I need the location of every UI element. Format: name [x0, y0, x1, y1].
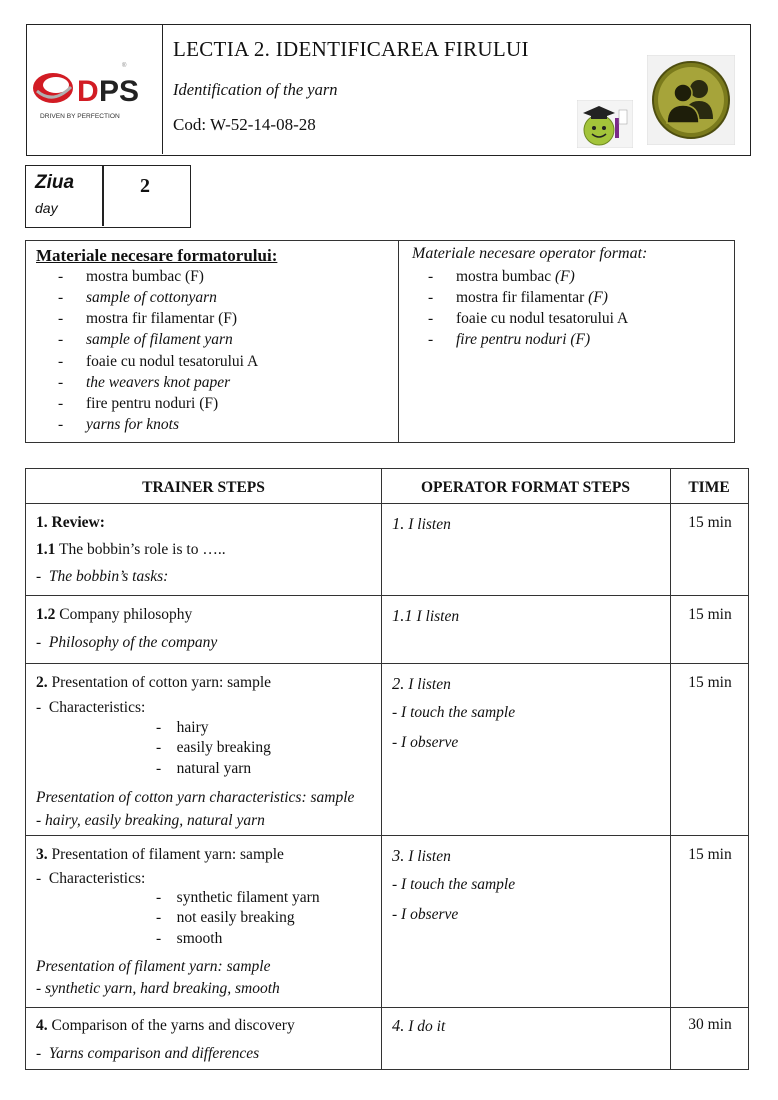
- trainer-materials-title: Materiale necesare formatorului:: [36, 246, 278, 265]
- row-divider: [26, 1007, 748, 1008]
- header-time: TIME: [688, 479, 730, 496]
- step-english-note: - hairy, easily breaking, natural yarn: [36, 812, 265, 829]
- operator-materials-list: - mostra bumbac (F) - mostra fir filamentar (F) - foaie cu nodul tesatorului A - fire pentru noduri (F): [428, 268, 629, 348]
- operator-step: - I observe: [392, 734, 459, 751]
- operator-step: - I touch the sample: [392, 876, 516, 893]
- step-time: 30 min: [688, 1016, 732, 1033]
- day-divider: [102, 166, 104, 226]
- characteristic-item: - hairy: [156, 719, 209, 736]
- step-line: 4. Comparison of the yarns and discovery: [36, 1017, 295, 1034]
- operator-step: - I touch the sample: [392, 704, 516, 721]
- day-value: 2: [140, 175, 150, 197]
- operator-step: 1.1 I listen: [392, 606, 460, 625]
- step-english-note: Presentation of cotton yarn characteristics: sample: [36, 789, 355, 806]
- operator-step: 2. I listen: [392, 674, 451, 693]
- materials-divider: [398, 241, 399, 442]
- lesson-header: [26, 24, 751, 156]
- operator-step: 1. I listen: [392, 514, 451, 533]
- step-time: 15 min: [688, 606, 732, 623]
- users-group-icon: [647, 55, 735, 145]
- step-line: 3. Presentation of filament yarn: sample: [36, 846, 284, 863]
- trainer-materials-list: - mostra bumbac (F) - sample of cottonyarn - mostra fir filamentar (F) - sample of filament yarn - foaie cu nodul tesatorului A - the weavers knot paper - fire pentru noduri (F) - yarns for knots: [58, 268, 259, 433]
- characteristic-item: - smooth: [156, 930, 223, 947]
- logo-tagline: DRIVEN BY PERFECTION: [40, 113, 120, 120]
- svg-text:®: ®: [122, 63, 127, 69]
- characteristic-item: - not easily breaking: [156, 909, 295, 926]
- lesson-subtitle: Identification of the yarn: [173, 80, 338, 99]
- step-time: 15 min: [688, 674, 732, 691]
- day-box: [25, 165, 191, 228]
- header-operator-steps: OPERATOR FORMAT STEPS: [421, 479, 630, 496]
- row-divider: [26, 503, 748, 504]
- characteristic-item: - synthetic filament yarn: [156, 889, 320, 906]
- operator-step: - I observe: [392, 906, 459, 923]
- step-time: 15 min: [688, 846, 732, 863]
- column-divider: [670, 469, 671, 1069]
- step-line: - Philosophy of the company: [36, 634, 218, 651]
- step-line: 1.1 The bobbin’s role is to …..: [36, 541, 226, 558]
- step-heading: 1. Review:: [36, 514, 105, 531]
- operator-step: 4. I do it: [392, 1016, 446, 1035]
- svg-text:D: D: [77, 75, 99, 108]
- row-divider: [26, 663, 748, 664]
- svg-text:PS: PS: [99, 75, 140, 108]
- step-line: - Yarns comparison and differences: [36, 1045, 260, 1062]
- row-divider: [26, 835, 748, 836]
- dps-logo: [31, 61, 159, 121]
- lesson-code: Cod: W-52-14-08-28: [173, 115, 316, 134]
- logo-cell: [27, 25, 163, 154]
- step-english-note: - synthetic yarn, hard breaking, smooth: [36, 980, 280, 997]
- characteristics-label: - Characteristics:: [36, 699, 146, 716]
- lesson-title: LECTIA 2. IDENTIFICAREA FIRULUI: [173, 37, 529, 61]
- characteristics-label: - Characteristics:: [36, 870, 146, 887]
- day-label: Ziua: [35, 172, 75, 193]
- operator-step: 3. I listen: [392, 846, 451, 865]
- characteristic-item: - easily breaking: [156, 739, 271, 756]
- step-line: 2. Presentation of cotton yarn: sample: [36, 674, 272, 691]
- step-line: 1.2 Company philosophy: [36, 606, 193, 623]
- row-divider: [26, 595, 748, 596]
- day-label-en: day: [35, 200, 58, 216]
- header-trainer-steps: TRAINER STEPS: [142, 479, 265, 496]
- operator-materials-title: Materiale necesare operator format:: [412, 245, 648, 262]
- characteristic-item: - natural yarn: [156, 760, 252, 777]
- step-time: 15 min: [688, 514, 732, 531]
- graduate-smiley-icon: [577, 100, 633, 148]
- step-english-note: Presentation of filament yarn: sample: [36, 958, 271, 975]
- step-line: - The bobbin’s tasks:: [36, 568, 169, 585]
- column-divider: [381, 469, 382, 1069]
- materials-box: [25, 240, 735, 443]
- steps-table: [25, 468, 749, 1070]
